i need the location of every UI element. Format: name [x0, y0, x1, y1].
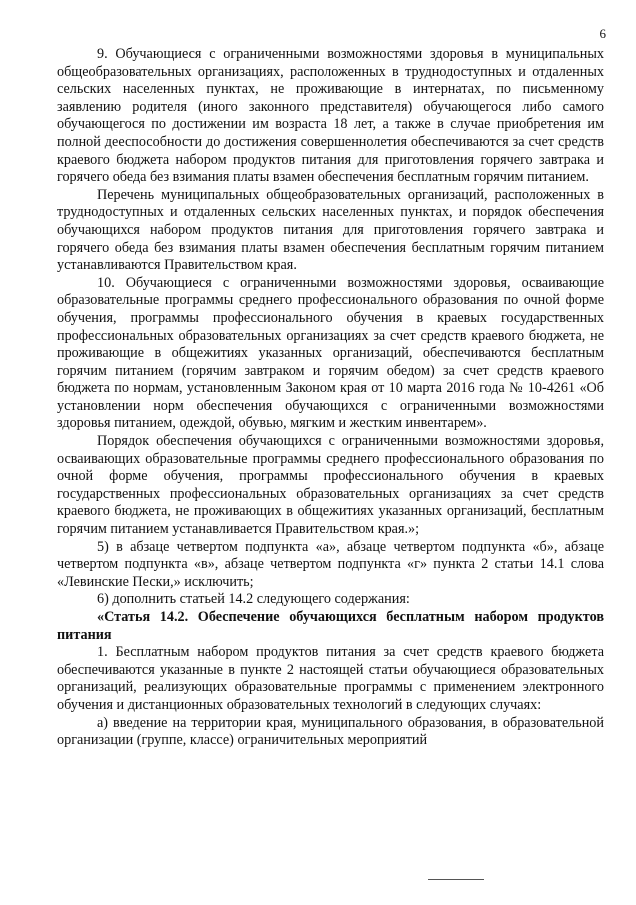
paragraph-subitem-a: а) введение на территории края, муниципального образования, в образовательной организации (группе, классе) ограничительных мероприятий: [57, 714, 604, 749]
paragraph-provision-procedure: Порядок обеспечения обучающихся с ограниченными возможностями здоровья, осваивающих образовательные программы среднего профессионального образования по очной форме обучения, программы профессионального обучения в краевых государственных профессиональных образовательных организациях за счет средств краевого бюджета, не проживающих в общежитиях указанных организаций, бесплатным горячим питанием устанавливается Правительством края.»;: [57, 433, 604, 538]
paragraph-amendment-6: 6) дополнить статьей 14.2 следующего содержания:: [97, 591, 410, 608]
paragraph-amendment-5: 5) в абзаце четвертом подпункта «а», абзаце четвертом подпункта «б», абзаце четвертом подпункта «в», абзаце четвертом подпункта «г» пункта 2 статьи 14.1 слова «Левинские Пески,» исключить;: [57, 538, 604, 590]
paragraph-item-10: 10. Обучающиеся с ограниченными возможностями здоровья, осваивающие образовательные программы среднего профессионального образования по очной форме обучения, программы профессионального обучения в краевых государственных профессиональных образовательных организациях за счет средств краевого бюджета, не проживающие в общежитиях указанных организаций, обеспечиваются бесплатным горячим питанием (горячим завтраком и горячим обедом) за счет средств краевого бюджета по нормам, установленным Законом края от 10 марта 2016 года № 10-4261 «Об установлении норм обеспечения обучающихся с ограниченными возможностями здоровья питанием, одеждой, обувью, мягким и жестким инвентарем».: [57, 274, 604, 432]
paragraph-list-of-organizations: Перечень муниципальных общеобразовательных организаций, расположенных в труднодоступных и отдаленных сельских населенных пунктах, и порядок обеспечения обучающихся набором продуктов питания для приготовления горячего завтрака и горячего обеда без взимания платы взамен обеспечения бесплатным горячим питанием устанавливаются Правительством края.: [57, 186, 604, 274]
document-body: [57, 46, 604, 750]
article-heading: «Статья 14.2. Обеспечение обучающихся бесплатным набором продуктов питания: [57, 609, 604, 643]
paragraph-item-9: 9. Обучающиеся с ограниченными возможностями здоровья в муниципальных общеобразовательных организациях, расположенных в труднодоступных и отдаленных сельских населенных пунктах, не проживающие в интернатах, по письменному заявлению родителя (иного законного представителя) обучающегося либо самого обучающегося по достижении им возраста 18 лет, а также в случае приобретения им полной дееспособности до достижения совершеннолетия обеспечиваются за счет средств краевого бюджета набором продуктов питания для приготовления горячего завтрака и горячего обеда без взимания платы взамен обеспечения бесплатным горячим питанием.: [57, 46, 604, 186]
page-number: 6: [599, 26, 606, 41]
paragraph-article-item-1: 1. Бесплатным набором продуктов питания за счет средств краевого бюджета обеспечиваются указанные в пункте 2 настоящей статьи обучающиеся образовательных организаций, реализующих образовательные программы с применением электронного обучения и дистанционных образовательных технологий в следующих случаях:: [57, 644, 604, 713]
footer-divider: [428, 879, 484, 880]
